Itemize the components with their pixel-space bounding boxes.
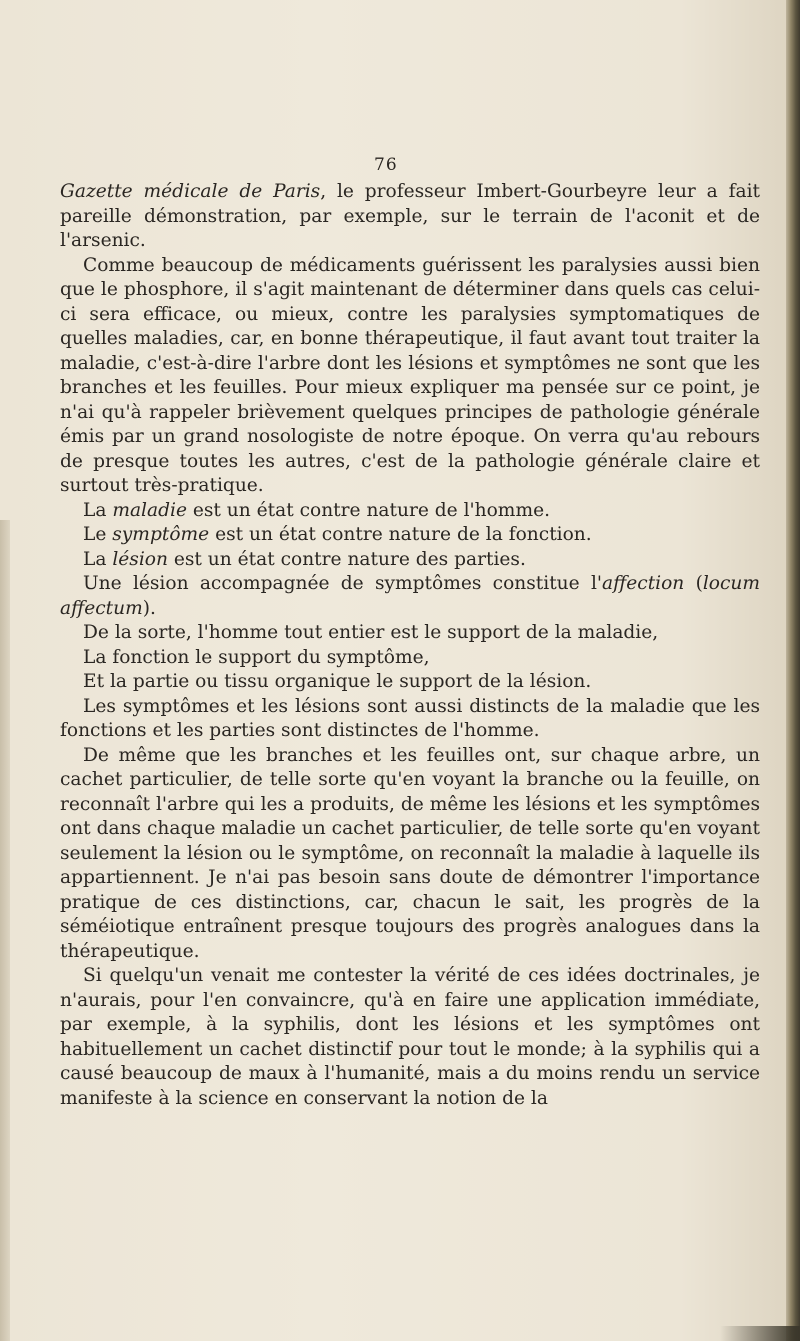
italic-text: symptôme: [112, 524, 210, 545]
italic-text: maladie: [112, 499, 187, 521]
text-run: ).: [142, 597, 156, 619]
italic-text: lésion: [112, 548, 168, 570]
text-run: est un état contre nature des parties.: [167, 548, 526, 570]
paragraph: [60, 254, 760, 499]
italic-text: locum affectum: [60, 573, 760, 619]
text-run: La: [83, 499, 113, 521]
paragraph: [60, 523, 760, 548]
text-run: La fonction le support du symptôme,: [83, 646, 430, 668]
italic-text: Gazette médicale de Paris: [60, 181, 321, 202]
body-text: [60, 180, 760, 1111]
paragraph: [60, 621, 760, 646]
text-run: De la sorte, l'homme tout entier est le support de la maladie,: [83, 622, 659, 643]
page-gutter-shadow: [0, 520, 10, 1341]
text-run: (: [684, 573, 703, 594]
paragraph: [60, 180, 760, 254]
text-run: Si quelqu'un venait me contester la vérité de ces idées doctrinales, je n'aurais, pour l'en convaincre, qu'à en faire une application immédiate, par exemple, à la syphilis, dont les lésions et les symptômes ont habituellement un cachet distinctif pour tout le monde; à la syphilis qui a causé beaucoup de maux à l'humanité, mais a du moins rendu un service manifeste à la science en conservant la notion de la: [60, 965, 760, 1109]
italic-text: affection: [602, 573, 685, 594]
text-run: Le: [83, 524, 113, 545]
text-run: Les symptômes et les lésions sont aussi distincts de la maladie que les fonctions et les parties sont distinctes de l'homme.: [60, 695, 760, 741]
paragraph: [60, 646, 760, 671]
text-run: est un état contre nature de la fonction.: [209, 524, 592, 545]
paragraph: [60, 499, 760, 524]
text-run: est un état contre nature de l'homme.: [186, 499, 550, 521]
paragraph: [60, 548, 760, 573]
paragraph: [60, 695, 760, 744]
text-run: , le professeur Imbert-Gourbeyre leur a fait pareille démonstration, par exemple, sur le terrain de l'aconit et de l'arsenic.: [60, 181, 760, 251]
text-run: Et la partie ou tissu organique le support de la lésion.: [83, 671, 592, 692]
text-run: De même que les branches et les feuilles ont, sur chaque arbre, un cachet particulier, de telle sorte qu'en voyant la branche ou la feuille, on reconnaît l'arbre qui les a produits, de même les lésions et les symptômes ont dans chaque maladie un cachet particulier, de telle sorte qu'en voyant seulement la lésion ou le symptôme, on reconnaît la maladie à laquelle ils appartiennent. Je n'ai pas besoin sans doute de démontrer l'importance pratique de ces distinctions, car, chacun le sait, les progrès de la séméiotique entraînent presque toujours des progrès analogues dans la thérapeutique.: [60, 744, 760, 962]
paragraph: [60, 572, 760, 621]
page-edge-shadow: [786, 0, 800, 1341]
paragraph: [60, 670, 760, 695]
text-run: Comme beaucoup de médicaments guérissent les paralysies aussi bien que le phosphore, il s'agit maintenant de déterminer dans quels cas celui-ci sera efficace, ou mieux, contre les paralysies symptomatiques de quelles maladies, car, en bonne thérapeutique, il faut avant tout traiter la maladie, c'est-à-dire l'arbre dont les lésions et symptômes ne sont que les branches et les feuilles. Pour mieux expliquer ma pensée sur ce point, je n'ai qu'à rappeler brièvement quelques principes de pathologie générale émis par un grand nosologiste de notre époque. On verra qu'au rebours de presque toutes les autres, c'est de la pathologie générale claire et surtout très-pratique.: [60, 254, 760, 496]
paragraph: [60, 744, 760, 965]
paragraph: [60, 964, 760, 1111]
text-run: Une lésion accompagnée de symptômes constitue l': [83, 573, 603, 594]
text-run: La: [83, 548, 113, 570]
page-corner-shadow: [720, 1326, 800, 1341]
page-number: 76: [374, 155, 398, 175]
